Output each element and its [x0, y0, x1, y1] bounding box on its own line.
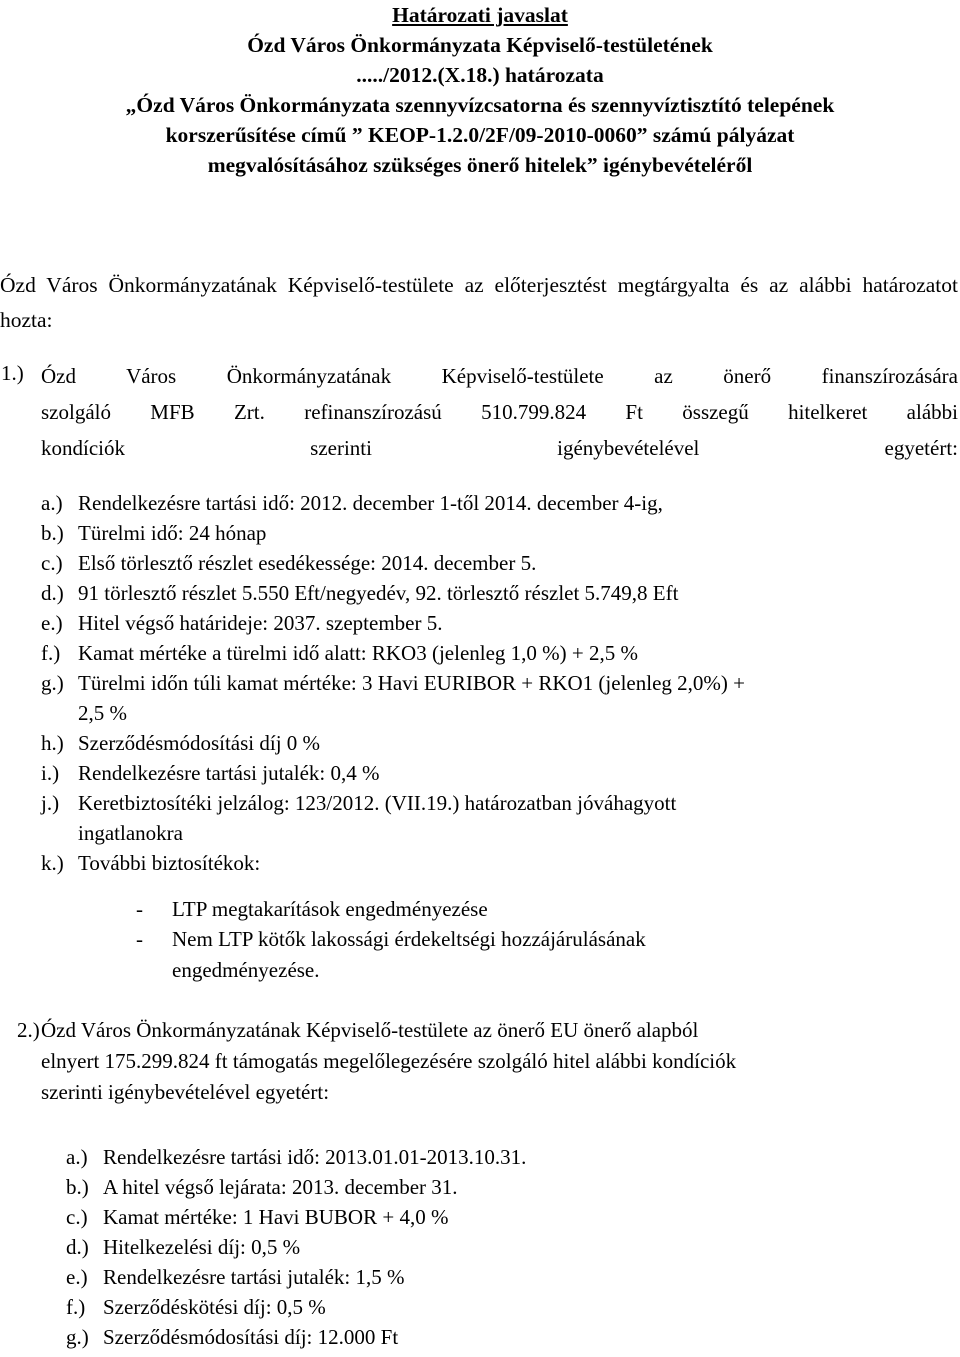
sub-item-text: LTP megtakarítások engedményezése [172, 897, 488, 921]
section-1 [0, 358, 958, 466]
sub-item-dash: - [136, 897, 143, 921]
section-2-text-line: Ózd Város Önkormányzatának Képviselő-testülete az önerő EU önerő alapból [41, 1018, 699, 1042]
header-title: Határozati javaslat [392, 3, 568, 27]
section-2 [0, 1015, 958, 1108]
section-2-text-line: elnyert 175.299.824 ft támogatás megelőlegezésére szolgáló hitel alábbi kondíciók [41, 1049, 737, 1073]
section-1-text-line: kondíciók szerinti igénybevételével egyetért: [41, 436, 958, 460]
sub-item-text: Nem LTP kötők lakossági érdekeltségi hozzájárulásának [172, 927, 646, 951]
header-resolution-number: ...../2012.(X.18.) határozata [356, 63, 604, 87]
section-1-text-line: szolgáló MFB Zrt. refinanszírozású 510.799.824 Ft összegű hitelkeret alábbi [41, 400, 958, 424]
section-2-text-line: szerinti igénybevételével egyetért: [41, 1080, 330, 1104]
header-body: Ózd Város Önkormányzata Képviselő-testületének [247, 33, 713, 57]
header-subject-line-2: korszerűsítése című ” KEOP-1.2.0/2F/09-2010-0060” számú pályázat [165, 123, 795, 147]
section-1-text-line: Ózd Város Önkormányzatának Képviselő-testülete az önerő finanszírozására [41, 364, 958, 388]
intro-paragraph: Ózd Város Önkormányzatának Képviselő-testülete az előterjesztést megtárgyalta és az alábbi határozatot hozta: [0, 273, 958, 332]
document-page: Határozati javaslat Ózd Város Önkormányzata Képviselő-testületének ...../2012.(X.18.) határozata „Ózd Város Önkormányzata szennyvízcsatorna és szennyvíztisztító telepének korszerűsítése című ” KEOP-1.2.0/2F/09-2010-0060” számú pályázat megvalósításához szükséges önerő hitelek” igénybevételéről Ózd Város Önkormányzatának Képviselő-testülete az előterjesztést megtárgyalta és az alábbi határozatot hozta: 1.) Ózd Város Önkormányzatának Képviselő-testülete az önerő finanszírozására szolgáló MFB Zrt. refinanszírozású 510.799.824 Ft összegű hitelkeret alábbi kondíciók szerinti igénybevételével egyetért: a.) Rendelkezésre tartási idő: 2012. december 1-től 2014. december 4-ig, b.) Türelmi idő: 24 hónap c.) Első törlesztő részlet esedékessége: 2014. december 5. d.) 91 törlesztő részlet 5.550 Eft/negyedév, 92. törlesztő részlet 5.749,8 Eft e.) Hitel végső határideje: 2037. szeptember 5. f.) Kamat mértéke a türelmi idő alatt: RKO3 (jelenleg 1,0 %) + 2,5 % g.) Türelmi időn túli kamat mértéke: 3 Havi EURIBOR + RKO1 (jelenleg 2,0%) + 2,5 % h.) Szerződésmódosítási díj 0 % i.) Rendelkezésre tartási jutalék: 0,4 % j.) Keretbiztosítéki jelzálog: 123/2012. (VII.19.) határozatban jóváhagyott ingatlanokra k.) További biztosítékok: - LTP megtakarítások engedményezése - Nem LTP kötők lakossági érdekeltségi hozzájárulásának engedményezése. 2.) Ózd Város Önkormányzatának Képviselő-testülete az önerő EU önerő alapból elnyert 175.299.824 ft támogatás megelőlegezésére szolgáló hitel alábbi kondíciók szerinti igénybevételével egyetért: a.) Rendelkezésre tartási idő: 2013.01.01-2013.10.31. b.) A hitel végső lejárata: 2013. december 31. c.) Kamat mértéke: 1 Havi BUBOR + 4,0 % d.) Hitelkezelési díj: 0,5 % e.) Rendelkezésre tartási jutalék: 1,5 % f.) Szerződéskötési díj: 0,5 % g.) Szerződésmódosítási díj: 12.000 Ft [0, 0, 960, 1357]
header-subject-line-3: megvalósításához szükséges önerő hitelek” igénybevételéről [207, 153, 753, 177]
document-header [0, 0, 960, 180]
sub-item-dash: - [136, 927, 143, 951]
section-2-number: 2.) [17, 1018, 40, 1042]
header-subject-line-1: „Ózd Város Önkormányzata szennyvízcsatorna és szennyvíztisztító telepének [125, 93, 835, 117]
sub-item-text: engedményezése. [172, 958, 320, 982]
section-1-number: 1.) [1, 361, 24, 385]
